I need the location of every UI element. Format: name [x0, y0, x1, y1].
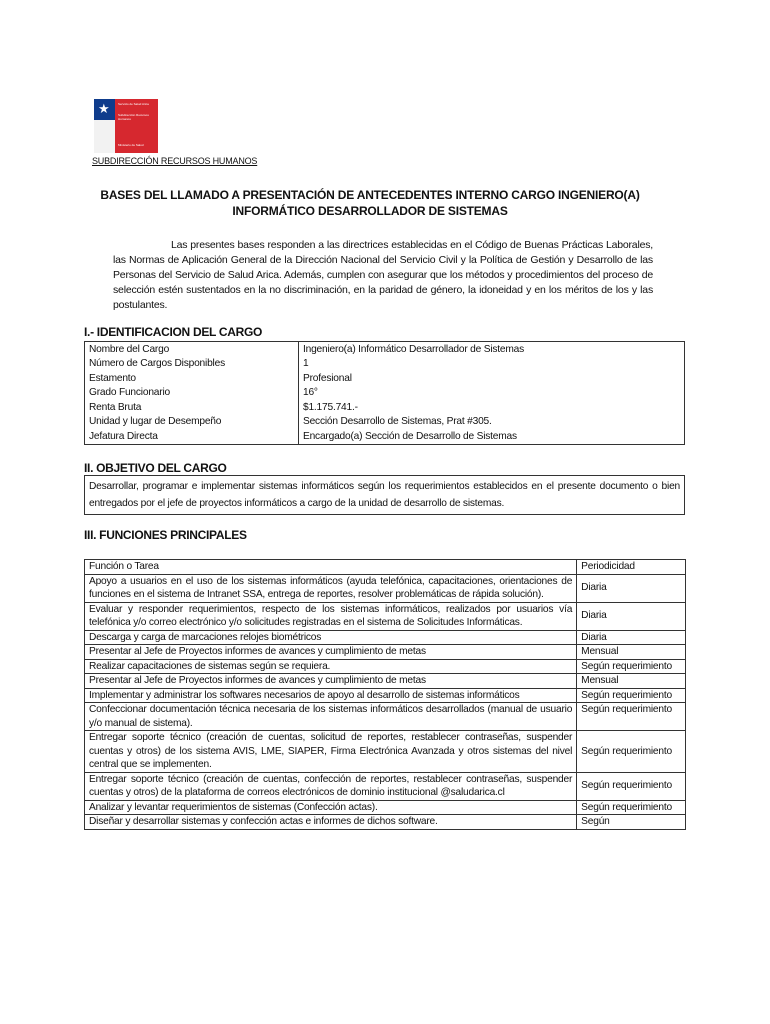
- identification-label: Estamento: [85, 371, 299, 386]
- identification-row: [85, 342, 685, 357]
- identification-label: Número de Cargos Disponibles: [85, 357, 299, 372]
- functions-table: [84, 559, 686, 830]
- function-row: [85, 815, 686, 830]
- identification-label: Grado Funcionario: [85, 386, 299, 401]
- intro-text: Las presentes bases responden a las directrices establecidas en el Código de Buenas Prácticas Laborales, las Normas de Aplicación General de la Dirección Nacional del Servicio Civil y la Política de Gestión y Desarrollo de las Personas del Servicio de Salud Arica. Además, cumplen con asegurar que los métodos y procedimientos del proceso de selección estén sustentados en la no discriminación, en la paridad de género, la idoneidad y en los méritos de los y las postulantes.: [113, 239, 653, 311]
- function-task: Entregar soporte técnico (creación de cuentas, solicitud de reportes, restablecer contraseñas, suspender cuentas y otros) de los sistema AVIS, LME, SIAPER, Firma Electrónica Avanzada y otros sistemas del nivel central que se implementen.: [85, 731, 577, 773]
- title-line-1: BASES DEL LLAMADO A PRESENTACIÓN DE ANTECEDENTES INTERNO CARGO INGENIERO(A): [100, 188, 640, 202]
- function-period: Según requerimiento: [577, 703, 686, 731]
- identification-row: [85, 429, 685, 444]
- identification-row: [85, 400, 685, 415]
- intro-paragraph: [113, 238, 653, 313]
- star-icon: ★: [98, 101, 110, 116]
- logo-red-block: [115, 99, 158, 153]
- government-logo: [94, 99, 158, 153]
- function-task: Confeccionar documentación técnica necesaria de los sistemas informáticos desarrollados (manual de usuario y/o manual de sistema).: [85, 703, 577, 731]
- function-task: Presentar al Jefe de Proyectos informes de avances y cumplimiento de metas: [85, 645, 577, 660]
- function-row: [85, 800, 686, 815]
- function-row: [85, 674, 686, 689]
- function-period: Según requerimiento: [577, 688, 686, 703]
- function-period: Según requerimiento: [577, 772, 686, 800]
- identification-value: Sección Desarrollo de Sistemas, Prat #305.: [299, 415, 685, 430]
- function-period: Diaria: [577, 574, 686, 602]
- section-2-title: II. OBJETIVO DEL CARGO: [84, 461, 227, 475]
- function-task: Analizar y levantar requerimientos de sistemas (Confección actas).: [85, 800, 577, 815]
- function-period: Mensual: [577, 645, 686, 660]
- identification-value: 1: [299, 357, 685, 372]
- functions-header-row: [85, 560, 686, 575]
- function-row: [85, 731, 686, 773]
- function-row: [85, 630, 686, 645]
- title-line-2: INFORMÁTICO DESARROLLADOR DE SISTEMAS: [232, 204, 508, 218]
- function-row: [85, 688, 686, 703]
- identification-value: Ingeniero(a) Informático Desarrollador de Sistemas: [299, 342, 685, 357]
- logo-text-line1: Servicio de Salud Arica: [118, 102, 149, 106]
- identification-label: Unidad y lugar de Desempeño: [85, 415, 299, 430]
- identification-table: [84, 341, 685, 445]
- function-row: [85, 703, 686, 731]
- identification-row: [85, 415, 685, 430]
- function-task: Evaluar y responder requerimientos, respecto de los sistemas informáticos, realizados por usuarios vía telefónica y/o correo electrónico y/o solicitudes registradas en el sistema de Solicitudes Informáticas.: [85, 602, 577, 630]
- identification-label: Nombre del Cargo: [85, 342, 299, 357]
- identification-value: Profesional: [299, 371, 685, 386]
- function-task: Diseñar y desarrollar sistemas y confección actas e informes de dichos software.: [85, 815, 577, 830]
- function-period: Según: [577, 815, 686, 830]
- function-task: Realizar capacitaciones de sistemas según se requiera.: [85, 659, 577, 674]
- identification-label: Jefatura Directa: [85, 429, 299, 444]
- function-task: Entregar soporte técnico (creación de cuentas, confección de reportes, restablecer contraseñas, suspender cuentas y otros) de la plataforma de correos electrónicos de dominio institucional @saludarica.cl: [85, 772, 577, 800]
- function-period: Según requerimiento: [577, 800, 686, 815]
- function-period: Mensual: [577, 674, 686, 689]
- function-row: [85, 772, 686, 800]
- function-row: [85, 659, 686, 674]
- identification-value: $1.175.741.-: [299, 400, 685, 415]
- function-task: Presentar al Jefe de Proyectos informes de avances y cumplimiento de metas: [85, 674, 577, 689]
- identification-value: Encargado(a) Sección de Desarrollo de Sistemas: [299, 429, 685, 444]
- objective-box: Desarrollar, programar e implementar sistemas informáticos según los requerimientos establecidos en el presente documento o bien entregados por el jefe de proyectos informáticos a cargo de la unidad de desarrollo de sistemas.: [84, 475, 685, 515]
- section-1-title: I.- IDENTIFICACION DEL CARGO: [84, 325, 263, 339]
- function-period: Según requerimiento: [577, 731, 686, 773]
- subdirection-label: SUBDIRECCIÓN RECURSOS HUMANOS: [92, 156, 258, 166]
- document-title: [90, 187, 650, 219]
- logo-white-block: [94, 120, 115, 153]
- section-3-title: III. FUNCIONES PRINCIPALES: [84, 528, 247, 542]
- function-row: [85, 602, 686, 630]
- logo-text-line2: Subdirección Recursos Humanos: [118, 113, 149, 121]
- function-row: [85, 645, 686, 660]
- function-period: Según requerimiento: [577, 659, 686, 674]
- identification-value: 16°: [299, 386, 685, 401]
- function-period: Diaria: [577, 630, 686, 645]
- identification-row: [85, 357, 685, 372]
- header-task: Función o Tarea: [85, 560, 577, 575]
- logo-text-line3: Ministerio de Salud: [118, 143, 144, 147]
- function-task: Apoyo a usuarios en el uso de los sistemas informáticos (ayuda telefónica, capacitaciones, orientaciones de funciones en el sistema de Intranet SSA, entrega de reportes, resolver problemáticas de rápida solución).: [85, 574, 577, 602]
- function-task: Descarga y carga de marcaciones relojes biométricos: [85, 630, 577, 645]
- function-period: Diaria: [577, 602, 686, 630]
- function-task: Implementar y administrar los softwares necesarios de apoyo al desarrollo de sistemas informáticos: [85, 688, 577, 703]
- header-period: Periodicidad: [577, 560, 686, 575]
- function-row: [85, 574, 686, 602]
- identification-label: Renta Bruta: [85, 400, 299, 415]
- identification-row: [85, 371, 685, 386]
- identification-row: [85, 386, 685, 401]
